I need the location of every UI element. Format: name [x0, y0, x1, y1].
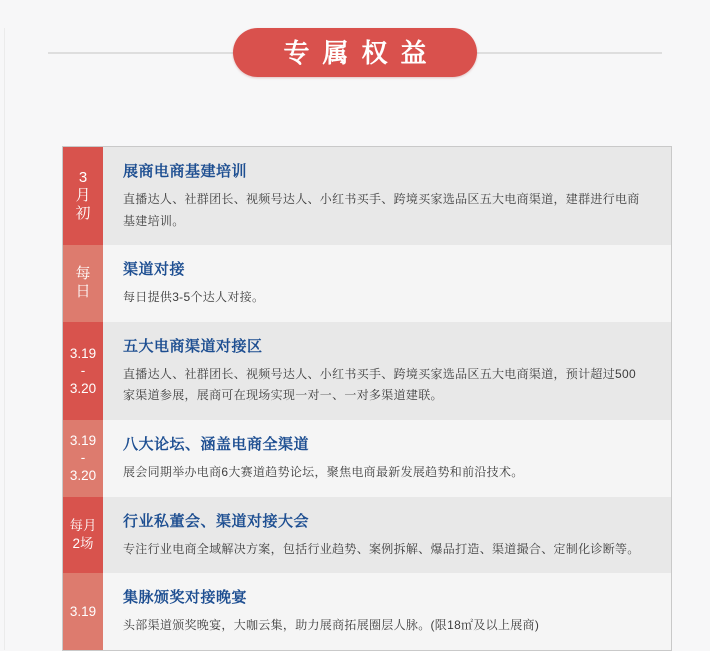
- benefit-description: 专注行业电商全域解决方案，包括行业趋势、案例拆解、爆品打造、渠道撮合、定制化诊断等。: [123, 541, 640, 556]
- benefit-row: [63, 420, 671, 497]
- benefit-date-text: 3.19: [69, 432, 97, 448]
- benefit-title: 行业私董会、渠道对接大会: [123, 512, 310, 530]
- benefit-date-text: 初: [75, 205, 91, 223]
- benefit-description: 直播达人、社群团长、视频号达人、小红书买手、跨境买家选品区五大电商渠道，建群进行电商基建培训。: [123, 192, 640, 228]
- benefit-content-cell: [103, 245, 671, 322]
- benefit-date-text: 3.19: [69, 345, 97, 361]
- benefit-description: 展会同期举办电商6大赛道趋势论坛，聚焦电商最新发展趋势和前沿技术。: [123, 464, 524, 479]
- benefit-description: 头部渠道颁奖晚宴，大咖云集，助力展商拓展圈层人脉。(限18㎡及以上展商): [123, 618, 540, 633]
- benefit-date-text: 3.20: [69, 380, 97, 396]
- benefit-content-cell: [103, 147, 671, 245]
- benefits-table: [62, 146, 672, 651]
- benefit-row: [63, 147, 671, 245]
- benefit-title: 集脉颁奖对接晚宴: [123, 589, 248, 607]
- benefit-content-cell: [103, 497, 671, 574]
- benefit-content-cell: [103, 322, 671, 420]
- benefit-date-text: 3.19: [69, 603, 97, 619]
- benefit-date-text: 3: [78, 169, 88, 187]
- benefit-date-cell: [63, 147, 103, 245]
- section-header: [0, 28, 710, 105]
- benefit-content-cell: [103, 573, 671, 650]
- benefit-date-cell: [63, 573, 103, 650]
- benefit-date-cell: [63, 497, 103, 574]
- benefit-date-text: 月: [75, 187, 91, 205]
- benefit-date-cell: [63, 245, 103, 322]
- benefit-date-cell: [63, 322, 103, 420]
- benefit-description: 直播达人、社群团长、视频号达人、小红书买手、跨境买家选品区五大电商渠道，预计超过500家渠道参展，展商可在现场实现一对一、一对多渠道建联。: [123, 366, 636, 403]
- page-edge-divider: [4, 28, 5, 650]
- benefit-description: 每日提供3-5个达人对接。: [123, 290, 265, 305]
- benefit-date-text: -: [80, 450, 86, 466]
- section-title-pill: [233, 28, 477, 77]
- section-title: 专属权益: [283, 37, 440, 68]
- benefit-title: 五大电商渠道对接区: [123, 337, 263, 355]
- benefit-date-text: 日: [75, 283, 91, 301]
- benefit-row: [63, 573, 671, 650]
- benefit-row: [63, 245, 671, 322]
- benefit-date-cell: [63, 420, 103, 497]
- benefit-date-text: 每: [75, 265, 91, 283]
- benefit-title: 八大论坛、涵盖电商全渠道: [123, 435, 310, 453]
- benefit-date-text: -: [80, 363, 86, 379]
- benefit-title: 渠道对接: [123, 261, 186, 279]
- benefit-content-cell: [103, 420, 671, 497]
- benefit-date-text: 每月: [69, 518, 97, 534]
- benefit-title: 展商电商基建培训: [123, 163, 248, 180]
- benefit-date-text: 2场: [72, 535, 94, 551]
- benefit-row: [63, 322, 671, 420]
- benefit-date-text: 3.20: [69, 468, 97, 484]
- benefit-row: [63, 497, 671, 574]
